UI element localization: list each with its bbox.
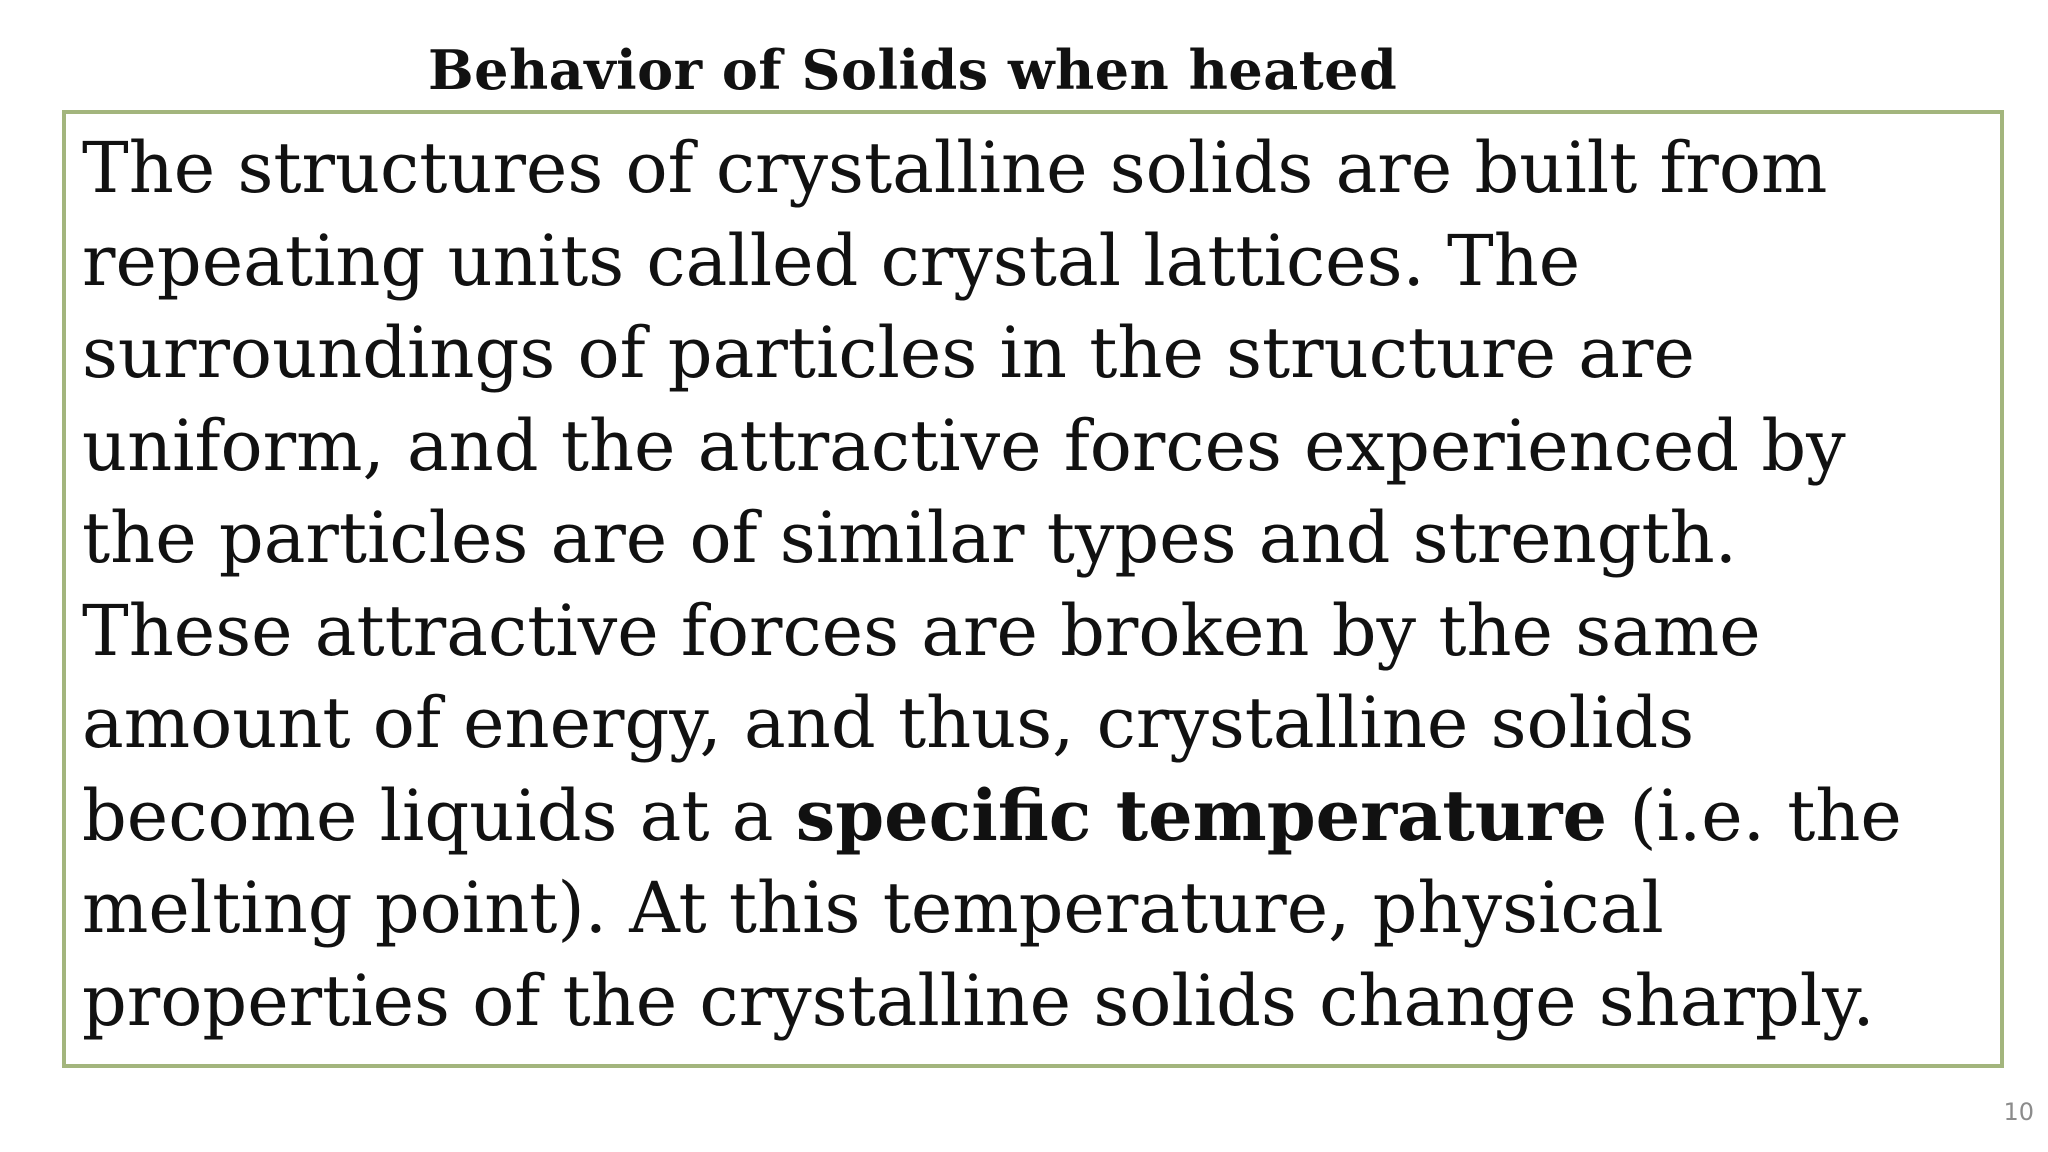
body-line-3: surroundings of particles in the structure are [82, 312, 1695, 394]
body-line-8 [82, 770, 1992, 863]
slide-title: Behavior of Solids when heated [428, 38, 1398, 102]
body-line-2: repeating units called crystal lattices. The [82, 219, 1581, 302]
body-paragraph [82, 122, 1992, 1047]
body-line-5: the particles are of similar types and strength. [82, 497, 1737, 579]
body-line-6: These attractive forces are broken by the same [82, 589, 1761, 672]
body-line-8-after: (i.e. the [1607, 774, 1902, 857]
body-line-9: melting point). At this temperature, physical [82, 867, 1664, 949]
body-line-8-before: become liquids at a [82, 774, 796, 857]
content-box [62, 110, 2004, 1068]
body-line-10: properties of the crystalline solids change sharply. [82, 959, 1875, 1042]
body-line-4: uniform, and the attractive forces experienced by [82, 404, 1846, 487]
body-line-7: amount of energy, and thus, crystalline solids [82, 682, 1695, 764]
emphasis-specific-temperature: specific temperature [795, 773, 1608, 857]
page-number: 10 [2003, 1098, 2034, 1126]
body-line-1: The structures of crystalline solids are built from [82, 127, 1828, 209]
